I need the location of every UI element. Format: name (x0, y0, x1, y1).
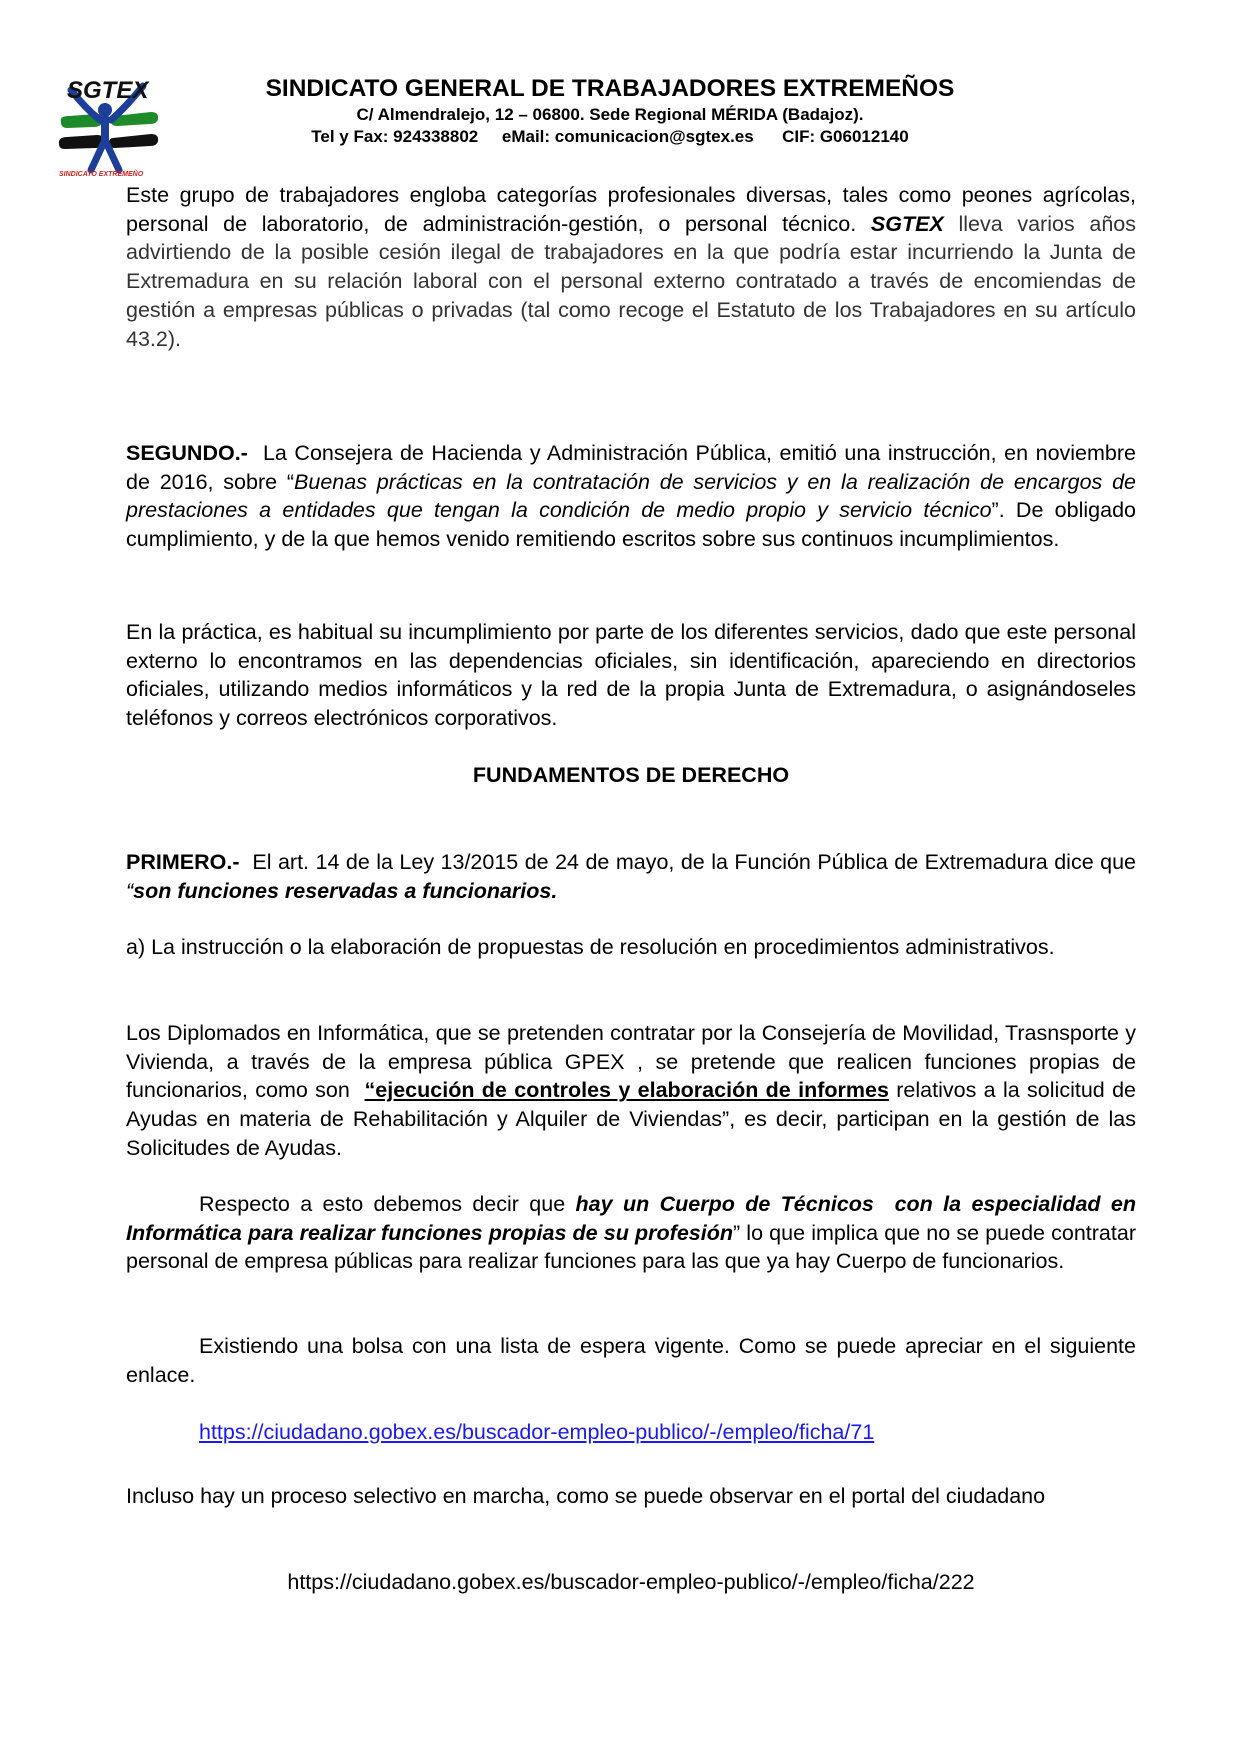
respecto-text-a: Respecto a esto debemos decir que (199, 1192, 576, 1216)
paragraph-intro (126, 181, 1136, 353)
organization-name: SINDICATO GENERAL DE TRABAJADORES EXTREMEÑOS (265, 75, 955, 102)
paragraph-diplomados (126, 1019, 1142, 1163)
empleo-link-71[interactable]: https://ciudadano.gobex.es/buscador-empleo-publico/-/empleo/ficha/71 (199, 1420, 875, 1444)
sgtex-logo (55, 78, 170, 178)
paragraph-existiendo: Existiendo una bolsa con una lista de espera vigente. Como se puede apreciar en el siguiente enlace. (126, 1334, 1136, 1387)
logo-text-sgt: SGTEX (67, 78, 149, 104)
segundo-label: SEGUNDO.- (126, 441, 248, 465)
organization-address: C/ Almendralejo, 12 – 06800. Sede Regional MÉRIDA (Badajoz). (356, 105, 864, 124)
respecto-text-b: ” lo que implica que no se puede contratar personal de empresa públicas para realizar funciones para las que ya hay Cuerpo de funcionarios. (126, 1220, 1136, 1274)
diplomados-bold-underlined: “ejecución de controles y elaboración de informes (364, 1078, 889, 1103)
paragraph-primero (126, 848, 1142, 905)
paragraph-practica: En la práctica, es habitual su incumplimiento por parte de los diferentes servicios, dado que este personal externo lo encontramos en las dependencias oficiales, sin identificación, apareciendo en directorios oficiales, utilizando medios informáticos y la red de la propia Junta de Extremadura, o asignándoseles teléfonos y correos electrónicos corporativos. (126, 620, 1136, 731)
segundo-italic-title: Buenas prácticas en la contratación de servicios y en la realización de encargos de prestaciones a entidades que tengan la condición de medio propio y servicio técnico (126, 469, 1136, 523)
letterhead-header (180, 74, 1040, 148)
link1-container (126, 1418, 1136, 1447)
primero-label: PRIMERO.- (126, 850, 240, 874)
logo-subtitle: SINDICATO EXTREMEÑO (59, 171, 144, 178)
paragraph-intro-text-a: Este grupo de trabajadores engloba categorías profesionales diversas, tales como peones agrícolas, personal de laboratorio, de administración-gestión, o personal técnico. (126, 183, 1136, 236)
primero-bold-italic: son funciones reservadas a funcionarios. (133, 878, 558, 903)
segundo-text-a: La Consejera de Hacienda y Administración Pública, emitió una instrucción, en noviembre de 2016, sobre “ (126, 441, 1142, 494)
respecto-bold-italic: hay un Cuerpo de Técnicos con la especialidad en Informática para realizar funciones propias de su profesión (126, 1192, 1142, 1245)
paragraph-intro-text-b: lleva varios años advirtiendo de la posible cesión ilegal de trabajadores en la que podría estar incurriendo la Junta de Extremadura en su relación laboral con el personal externo contratado a través de encomiendas de gestión a empresas públicas o privadas (tal como recoge el Estatuto de los Trabajadores en su artículo 43.2). (126, 211, 1136, 351)
paragraph-respecto (126, 1190, 1142, 1276)
diplomados-text-a: Los Diplomados en Informática, que se pretenden contratar por la Consejería de Movilidad, Trasnsporte y Vivienda, a través de la empresa pública GPEX , se pretende que realicen funciones propias de funcionarios, como son (126, 1021, 1142, 1103)
primero-text-a: El art. 14 de la Ley 13/2015 de 24 de mayo, de la Función Pública de Extremadura dice que (239, 850, 1142, 874)
contact-cif: CIF: G06012140 (782, 127, 909, 146)
fundamentos-heading: FUNDAMENTOS DE DERECHO (472, 763, 790, 787)
diplomados-text-b: relativos a la solicitud de Ayudas en materia de Rehabilitación y Alquiler de Viviendas”, es decir, participan en la gestión de las Solicitudes de Ayudas. (126, 1078, 1136, 1160)
sgtex-mention: SGTEX (870, 211, 944, 236)
organization-contact (180, 126, 1040, 148)
contact-email: eMail: comunicacion@sgtex.es (501, 127, 754, 146)
segundo-text-b: ”. De obligado cumplimiento, y de la que hemos venido remitiendo escritos sobre sus continuos incumplimientos. (126, 498, 1136, 552)
contact-tel: Tel y Fax: 924338802 (311, 127, 479, 146)
paragraph-incluso: Incluso hay un proceso selectivo en marcha, como se puede observar en el portal del ciudadano (126, 1484, 1046, 1508)
primero-quote-open: “ (126, 878, 134, 903)
item-a: a) La instrucción o la elaboración de propuestas de resolución en procedimientos administrativos. (126, 935, 1055, 959)
paragraph-segundo (126, 439, 1142, 554)
empleo-url-222: https://ciudadano.gobex.es/buscador-empleo-publico/-/empleo/ficha/222 (287, 1570, 975, 1594)
